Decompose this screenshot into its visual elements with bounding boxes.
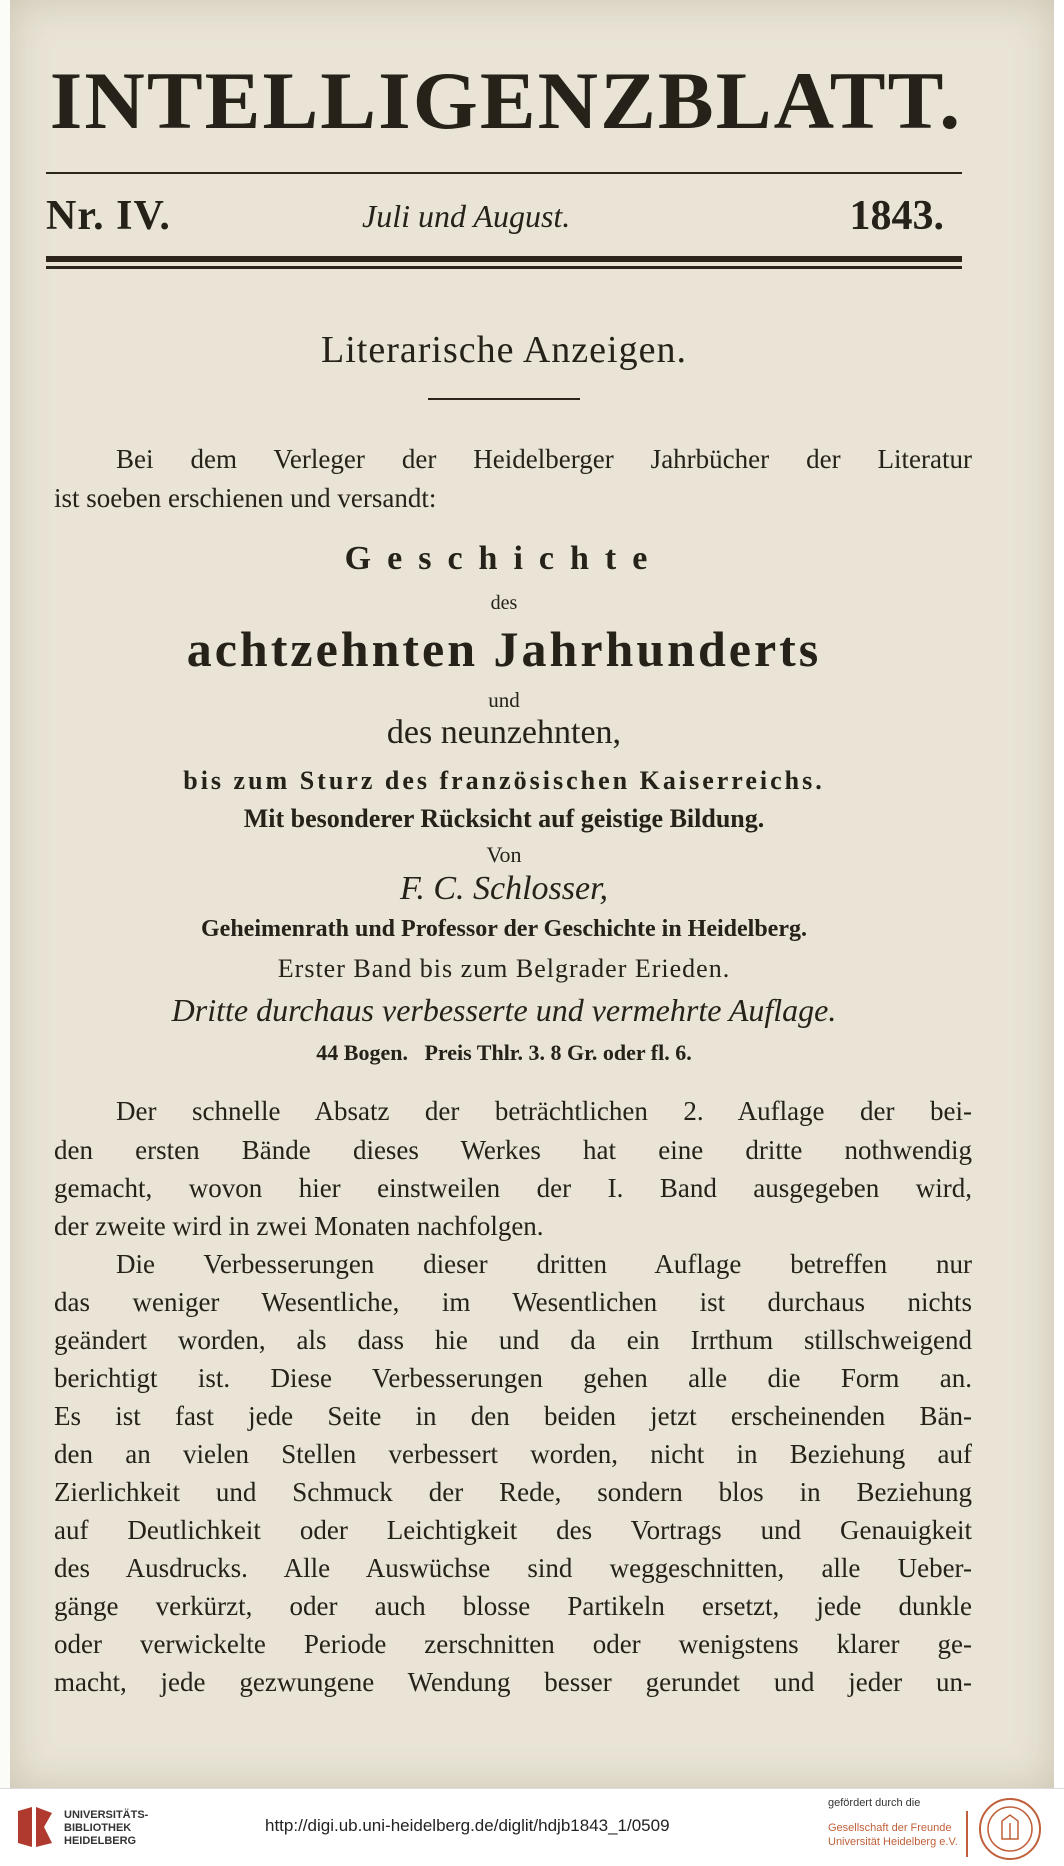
body-line-15: oder verwickelte Periode zerschnitten oder wenigstens klarer ge- (54, 1629, 972, 1659)
document-page (10, 0, 1054, 1788)
footer-bar (0, 1788, 1064, 1866)
book-volume: Erster Band bis zum Belgrader Erieden. (277, 954, 731, 983)
source-url-link[interactable]: http://digi.ub.uni-heidelberg.de/diglit/hdjb1843_1/0509 (265, 1816, 670, 1835)
intro-line-1: Bei dem Verleger der Heidelberger Jahrbücher der Literatur (116, 444, 972, 474)
sponsor-line-1: Gesellschaft der Freunde (828, 1822, 952, 1834)
body-line-2: den ersten Bände dieses Werkes hat eine dritte nothwendig (54, 1135, 972, 1165)
section-title: Literarische Anzeigen. (321, 329, 687, 371)
body-line-13: des Ausdrucks. Alle Auswüchse sind weggeschnitten, alle Ueber- (54, 1553, 972, 1583)
book-author-title: Geheimenrath und Professor der Geschichte in Heidelberg. (201, 916, 807, 942)
issue-number: Nr. IV. (46, 193, 171, 239)
body-line-16: macht, jede gezwungene Wendung besser gerundet und jeder un- (54, 1667, 972, 1697)
scan-edge (0, 0, 10, 1788)
book-title-des: des (490, 592, 518, 614)
book-subtitle: bis zum Sturz des französischen Kaiserreichs. (183, 766, 825, 795)
sponsor-line-2: Universität Heidelberg e.V. (828, 1836, 958, 1848)
book-focus: Mit besonderer Rücksicht auf geistige Bildung. (243, 804, 765, 833)
book-edition: Dritte durchaus verbesserte und vermehrte Auflage. (171, 992, 837, 1028)
book-title-main: achtzehnten Jahrhunderts (186, 621, 822, 677)
book-price: 44 Bogen. Preis Thlr. 3. 8 Gr. oder fl. 6. (316, 1040, 692, 1065)
double-rule-bottom (46, 266, 962, 269)
body-line-3: gemacht, wovon hier einstweilen der I. Band ausgegeben wird, (54, 1173, 972, 1203)
intro-line-2: ist soeben erschienen und versandt: (54, 483, 437, 513)
sponsor-divider (966, 1811, 968, 1857)
university-seal-icon (978, 1797, 1042, 1861)
issue-date: Juli und August. (362, 198, 571, 234)
book-title-geschichte: Geschichte (344, 540, 664, 577)
double-rule-top (46, 256, 962, 262)
book-by: Von (486, 842, 522, 867)
body-line-11: Zierlichkeit und Schmuck der Rede, sondern blos in Beziehung (54, 1477, 972, 1507)
book-author: F. C. Schlosser, (399, 870, 609, 907)
body-line-8: berichtigt ist. Diese Verbesserungen gehen alle die Form an. (54, 1363, 972, 1393)
body-line-4: der zweite wird in zwei Monaten nachfolgen. (54, 1211, 544, 1241)
body-line-6: das weniger Wesentliche, im Wesentlichen ist durchaus nichts (54, 1287, 972, 1317)
body-line-10: den an vielen Stellen verbessert worden, nicht in Beziehung auf (54, 1439, 972, 1469)
library-name-line-3: HEIDELBERG (64, 1835, 137, 1847)
body-line-1: Der schnelle Absatz der beträchtlichen 2. Auflage der bei- (116, 1096, 972, 1126)
divider-rule (46, 172, 962, 174)
book-title-und: und (488, 688, 520, 712)
body-line-12: auf Deutlichkeit oder Leichtigkeit des Vortrags und Genauigkeit (54, 1515, 972, 1545)
sponsor-label: gefördert durch die (828, 1797, 921, 1809)
book-title-neunzehnten: des neunzehnten, (386, 714, 622, 751)
body-line-7: geändert worden, als dass hie und da ein Irrthum stillschweigend (54, 1325, 972, 1355)
body-line-14: gänge verkürzt, oder auch blosse Partikeln ersetzt, jede dunkle (54, 1591, 972, 1621)
library-name-line-1: UNIVERSITÄTS- (64, 1809, 149, 1821)
library-logo-icon (14, 1803, 56, 1851)
body-line-5: Die Verbesserungen dieser dritten Auflage betreffen nur (116, 1249, 972, 1279)
body-line-9: Es ist fast jede Seite in den beiden jetzt erscheinenden Bän- (54, 1401, 972, 1431)
masthead-title: INTELLIGENZBLATT. (49, 55, 963, 146)
sponsor-name (828, 1821, 958, 1849)
library-name (64, 1809, 148, 1848)
library-name-line-2: BIBLIOTHEK (64, 1822, 132, 1834)
section-rule (428, 398, 580, 400)
issue-year: 1843. (849, 193, 944, 239)
